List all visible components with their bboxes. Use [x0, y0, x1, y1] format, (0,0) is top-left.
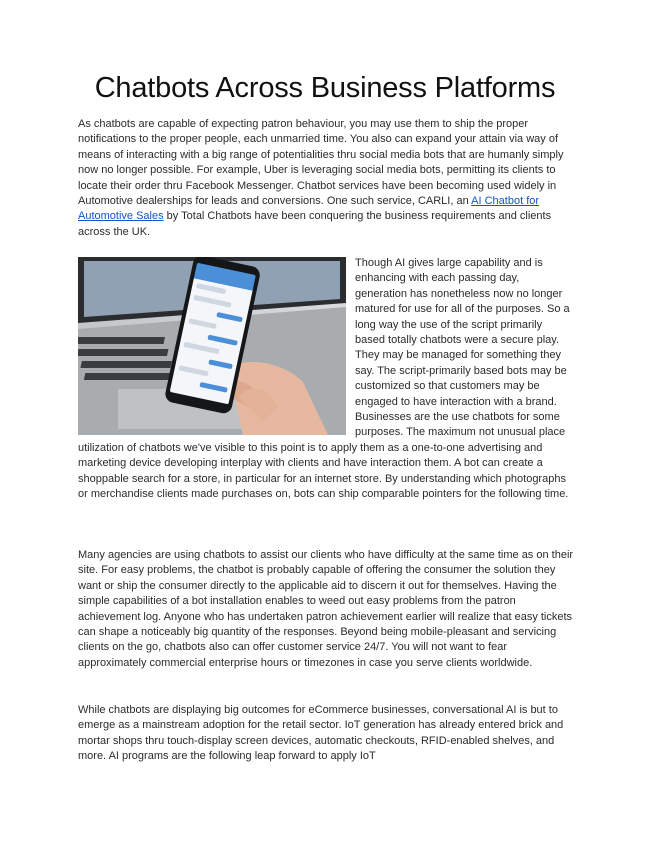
phone-chat-illustration	[78, 257, 346, 435]
ai-chatbot-automotive-link[interactable]: AI Chatbot for Automotive Sales	[78, 195, 540, 223]
paragraph-intro-text-end: by Total Chatbots have been conquering the business requirements and clients across the UK.	[78, 210, 552, 238]
paragraph-retail: While chatbots are displaying big outcomes for eCommerce businesses, conversational AI is but to emerge as a mainstream adoption for the retail sector. IoT generation has already entered brick and mortar shops thru touch-display screen devices, automatic checkouts, RFID-enabled shelves, and more. AI programs are the following leap forward to apply IoT	[78, 704, 564, 763]
paragraph-intro	[78, 117, 574, 240]
paragraph-support: Many agencies are using chatbots to assist our clients who have difficulty at the same time as on their site. For easy problems, the chatbot is probably capable of offering the consumer the solution they want or ship the consumer directly to the applicable aid to discern it out for themselves. Having the simple capabilities of a bot installation enables to weed out easy problems from the patron achievement log. Anyone who has undertaken patron achievement earlier will realize that easy tickets can shape a noticeably big quantity of the responses. Beyond being mobile-pleasant and servicing clients on the go, chatbots also can offer customer service 24/7. You will not want to fear approximately commercial enterprise hours or timezones in case you serve clients worldwide.	[78, 549, 574, 669]
paragraph-two-text: Though AI gives large capability and is enhancing with each passing day, generation has nonetheless now no longer matured for use for all of the purposes. So a long way the use of the script primarily based totally chatbots were a secure play. They may be managed for something they say. The script-primarily based bots may be customized so that customers may be engaged to have interaction with a brand. Businesses are the use chatbots for some purposes. The maximum not unusual place utilization of chatbots we've visible to this point is to apply them as a one-to-one advertising and marketing device developing interplay with clients and have interaction them. A bot can create a shoppable search for a store, in particular for an internet store. By understanding which photographs or merchandise clients made purchases on, bots can ship comparable pointers for the following time.	[78, 257, 570, 501]
phone-chat-photo	[78, 257, 346, 435]
paragraph-intro-text: As chatbots are capable of expecting patron behaviour, you may use them to ship the proper notifications to the proper people, each unmarried time. You also can expand your attain via way of means of interacting with a big range of potentialities thru social media bots that are humanly simply now no longer possible. For example, Uber is leveraging social media bots, permitting its clients to locate their order thru Facebook Messenger. Chatbot services have been becoming used widely in Automotive dealerships for leads and conversions. One such service, CARLI, an	[78, 118, 564, 208]
paragraph-with-image	[78, 256, 574, 503]
page-title: Chatbots Across Business Platforms	[94, 72, 556, 104]
